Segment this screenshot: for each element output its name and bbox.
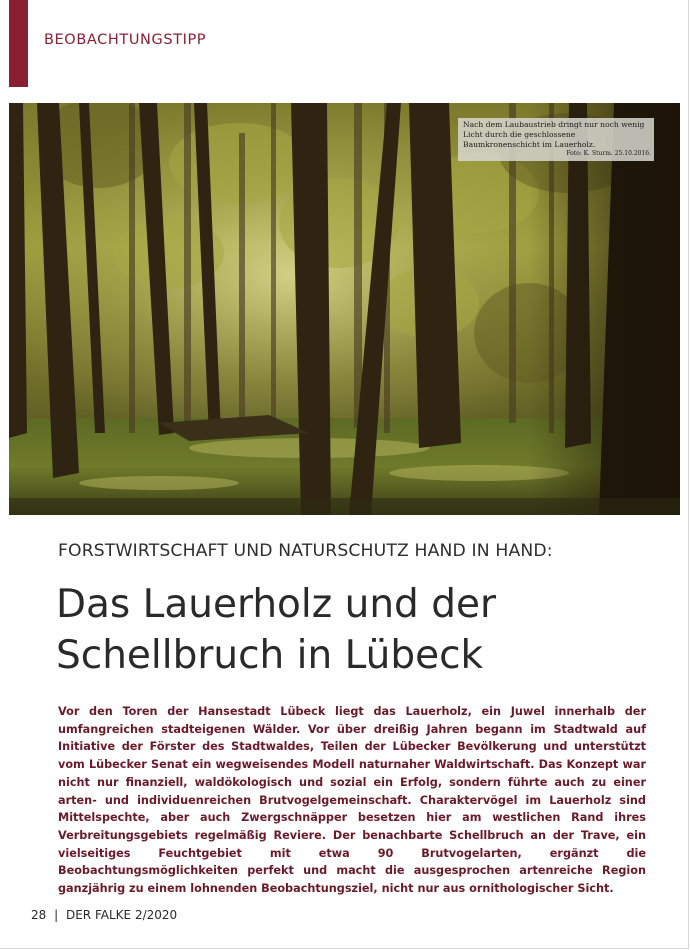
magazine-name: DER FALKE bbox=[65, 908, 132, 922]
page-footer bbox=[31, 908, 177, 922]
forest-photo bbox=[9, 103, 680, 515]
article-headline bbox=[56, 579, 676, 681]
photo-credit: Foto: K. Sturm. 25.10.2016. bbox=[566, 150, 651, 157]
issue-number: 2/2020 bbox=[134, 908, 178, 922]
footer-separator: | bbox=[54, 908, 59, 922]
article-intro: Vor den Toren der Hansestadt Lübeck liegt das Lauerholz, ein Juwel innerhalb der umfangreichen stadteigenen Wälder. Vor über dreißig Jahren begann im Stadtwald auf Initiative der Förster des Stadtwaldes, Teilen der Lübecker Bevölkerung und unterstützt vom Lübecker Senat ein wegweisendes Modell naturnaher Waldwirtschaft. Das Konzept war nicht nur finanziell, waldökologisch und sozial ein Erfolg, sondern führte auch zu einer arten- und individuenreichen Brutvogelgemeinschaft. Charaktervögel im Lauerholz sind Mittelspechte, aber auch Zwergschnäpper besetzen hier am westlichen Rand ihres Verbreitungsgebiets regelmäßig Reviere. Der benachbarte Schellbruch an der Trave, ein vielseitiges Feuchtgebiet mit etwa 90 Brutvogelarten, ergänzt die Beobachtungsmöglichkeiten perfekt und macht die ausgesprochen artenreiche Region ganzjährig zu einem lohnenden Beobachtungsziel, nicht nur aus ornithologischer Sicht. bbox=[58, 705, 646, 896]
section-accent-bar bbox=[9, 0, 28, 87]
page-number: 28 bbox=[31, 908, 47, 922]
article-subheadline: FORSTWIRTSCHAFT UND NATURSCHUTZ HAND IN HAND: bbox=[58, 541, 553, 561]
headline-line-1: Das Lauerholz und der bbox=[56, 582, 496, 627]
headline-line-2: Schellbruch in Lübeck bbox=[56, 633, 484, 678]
section-label: BEOBACHTUNGSTIPP bbox=[44, 32, 207, 48]
photo-caption-text: Nach dem Laubaustrieb dringt nur noch wenig Licht durch die geschlossene Baumkronenschicht im Lauerholz. bbox=[463, 120, 645, 149]
photo-caption bbox=[458, 118, 654, 161]
